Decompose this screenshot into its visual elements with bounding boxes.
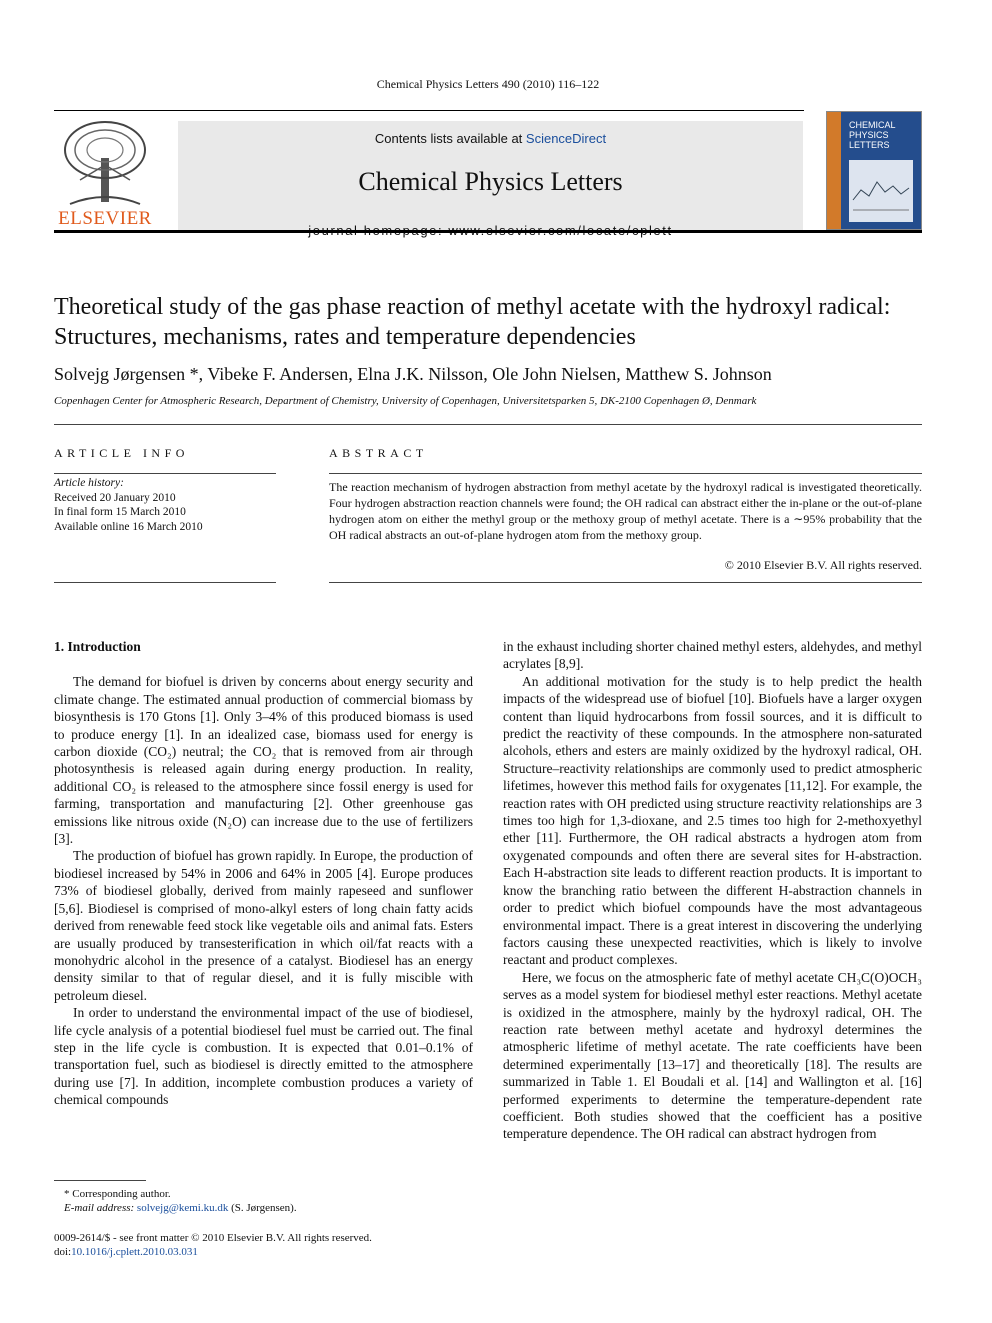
abstract-rule-top: [329, 473, 922, 474]
article-history: [54, 476, 276, 534]
contents-line: [178, 131, 803, 146]
email-label: E-mail address:: [64, 1202, 135, 1214]
article-info-heading: ARTICLE INFO: [54, 446, 189, 460]
footnote-divider: [54, 1180, 146, 1181]
header-divider: [54, 110, 804, 111]
journal-header: [54, 110, 922, 232]
journal-title: Chemical Physics Letters: [358, 167, 623, 196]
corresponding-author-note: * Corresponding author.: [64, 1188, 171, 1200]
front-matter-info: [54, 1231, 474, 1259]
email-link[interactable]: solvejg@kemi.ku.dk: [136, 1202, 229, 1214]
article-title: Theoretical study of the gas phase reaction of methyl acetate with the hydroxyl radical: Structures, mechanisms, rates and temperature dependencies: [54, 294, 891, 350]
article-info-rule-top: [54, 473, 276, 474]
doi-prefix: doi:: [54, 1246, 72, 1258]
journal-reference: Chemical Physics Letters 490 (2010) 116–122: [376, 77, 600, 91]
section-heading: 1. Introduction: [54, 639, 141, 654]
doi-link[interactable]: 10.1016/j.cplett.2010.03.031: [71, 1246, 198, 1258]
cover-graph-icon: [849, 160, 913, 222]
sciencedirect-link[interactable]: ScienceDirect: [525, 131, 607, 146]
cover-title-line3: LETTERS: [849, 140, 890, 150]
history-online: Available online 16 March 2010: [54, 520, 203, 533]
doi-line: [54, 1245, 474, 1259]
article-info-rule-bottom: [54, 582, 276, 583]
footnote: [64, 1187, 484, 1215]
body-paragraph: The demand for biofuel is driven by concerns about energy security and climate change. The estimated annual production of commercial biomass by biosynthesis is 170 Gtons [1]. Only 3–4% of this produced biomass is used to produce energy [1]. In an idealized case, biomass used for energy is carbon dioxide (CO₂) neutral; the CO₂ that is removed from air through photosynthesis is released again during energy production. In reality, additional CO₂ is released to the atmosphere since fossil energy is used for farming, transportation and manufacturing [2]. Other greenhouse gas emissions like nitrous oxide (N₂O) can increase due to the use of fertilizers [3].: [54, 674, 473, 847]
publisher-name: ELSEVIER: [58, 208, 152, 229]
body-paragraph: The production of biofuel has grown rapidly. In Europe, the production of biodiesel increased by 54% in 2006 and 64% in 2005 [4]. Europe produces 73% of biodiesel globally, derived from mainly rapeseed and sunflower [5,6]. Biodiesel is comprised of mono-alkyl esters of long chain fatty acids derived from renewable feed stock like vegetable oils and animal fats. Esters are usually produced by transesterification in which oil/fat reacts with a monohydric alcohol in the presence of a catalyst. Biodiesel has an energy density similar to that of regular diesel, and it is fully miscible with petroleum diesel.: [54, 848, 473, 1003]
abstract-copyright: © 2010 Elsevier B.V. All rights reserved.: [724, 558, 922, 572]
history-label: Article history:: [54, 477, 124, 489]
title-divider: [54, 424, 922, 425]
cover-title: [849, 120, 896, 150]
journal-cover[interactable]: [826, 111, 922, 230]
journal-banner: [178, 121, 803, 230]
abstract-text: The reaction mechanism of hydrogen abstraction from methyl acetate by the hydroxyl radical is investigated theoretically. Four hydrogen abstraction reaction channels were found; the OH radical can abstract either the in-plane or the out-of-plane hydrogen atom on either the methyl group or the methoxy group of methyl acetate. There is a ∼95% probability that the OH radical abstracts an out-of-plane hydrogen atom from the methoxy group.: [329, 480, 922, 542]
body-paragraph: Here, we focus on the atmospheric fate of methyl acetate CH₃C(O)OCH₃ serves as a model system for biodiesel methyl ester reactions. Methyl acetate is oxidized in the atmosphere, mainly by the hydroxyl radical, OH. The reaction rate between methyl acetate and hydroxyl determines the atmospheric lifetime of methyl acetate. The rate coefficients have been determined experimentally [13–17] and theoretically [18]. The results are summarized in Table 1. El Boudali et al. [14] and Wallington et al. [16] performed experiments to determine the temperature-dependent rate coefficient. Both studies showed that the coefficient has a positive temperature dependence. The OH radical can abstract hydrogen from: [503, 969, 922, 1142]
elsevier-tree-icon: [60, 120, 150, 208]
cover-image: [849, 160, 913, 222]
cover-stripe: [827, 112, 841, 230]
body-paragraph: In order to understand the environmental impact of the use of biodiesel, life cycle analysis of a potential biodiesel fuel must be carried out. The final step in the life cycle is combustion. It is expected that 0.01–0.1% of transportation fuel, such as biodiesel is directly emitted to the atmosphere during use [7]. In addition, incomplete combustion produces a variety of chemical compounds: [54, 1005, 473, 1108]
abstract-rule-bottom: [329, 582, 922, 583]
cover-title-line2: PHYSICS: [849, 130, 889, 140]
body-column-right: [503, 638, 922, 1143]
abstract-heading: ABSTRACT: [329, 446, 428, 460]
article-affiliation: Copenhagen Center for Atmospheric Research, Department of Chemistry, University of Copenhagen, Universitetsparken 5, DK-2100 Copenhagen Ø, Denmark: [54, 395, 757, 407]
cover-title-line1: CHEMICAL: [849, 120, 896, 130]
contents-prefix: Contents lists available at: [374, 131, 526, 146]
body-column-left: [54, 638, 473, 1109]
body-paragraph: An additional motivation for the study is to help predict the health impacts of the widespread use of biofuel [10]. Biofuels have a larger oxygen content than liquid hydrocarbons from fossil sources, and it is difficult to predict the reactivity of these compounds. In the atmosphere non-saturated alcohols, ethers and esters are mainly oxidized by the hydroxyl radical, OH. Structure–reactivity relationships are commonly used to predict atmospheric lifetimes, however this method fails for oxygenates [11,12]. For example, the reaction rates with OH predicted using structure reactivity relationships are 3 times too high for 1,3-dioxane, and 2.5 times too high for 2-methoxyethyl ether [11]. Furthermore, the OH radical abstracts a hydrogen atom from oxygenated compounds and often there are several sites for H-abstraction. Each H-abstraction site leads to different reaction products. It is important to know the branching ratio between the different H-abstraction channels in order to predict which biofuel compounds have the most advantageous environmental impact. There is a great interest in discovering the underlying factors causing these unexpected reactivities, which is likely to involve reactant and product complexes.: [503, 673, 922, 968]
history-received: Received 20 January 2010: [54, 491, 176, 504]
email-line: [64, 1201, 484, 1215]
publisher-logo[interactable]: [54, 120, 156, 230]
header-bottom-divider: [54, 230, 922, 233]
history-revised: In final form 15 March 2010: [54, 506, 186, 518]
article-authors: Solvejg Jørgensen *, Vibeke F. Andersen, Elna J.K. Nilsson, Ole John Nielsen, Matthew S. Johnson: [54, 364, 772, 384]
issn-line: 0009-2614/$ - see front matter © 2010 Elsevier B.V. All rights reserved.: [54, 1232, 372, 1244]
body-paragraph: in the exhaust including shorter chained methyl esters, aldehydes, and methyl acrylates [8,9].: [503, 639, 922, 672]
email-suffix: (S. Jørgensen).: [231, 1202, 297, 1214]
